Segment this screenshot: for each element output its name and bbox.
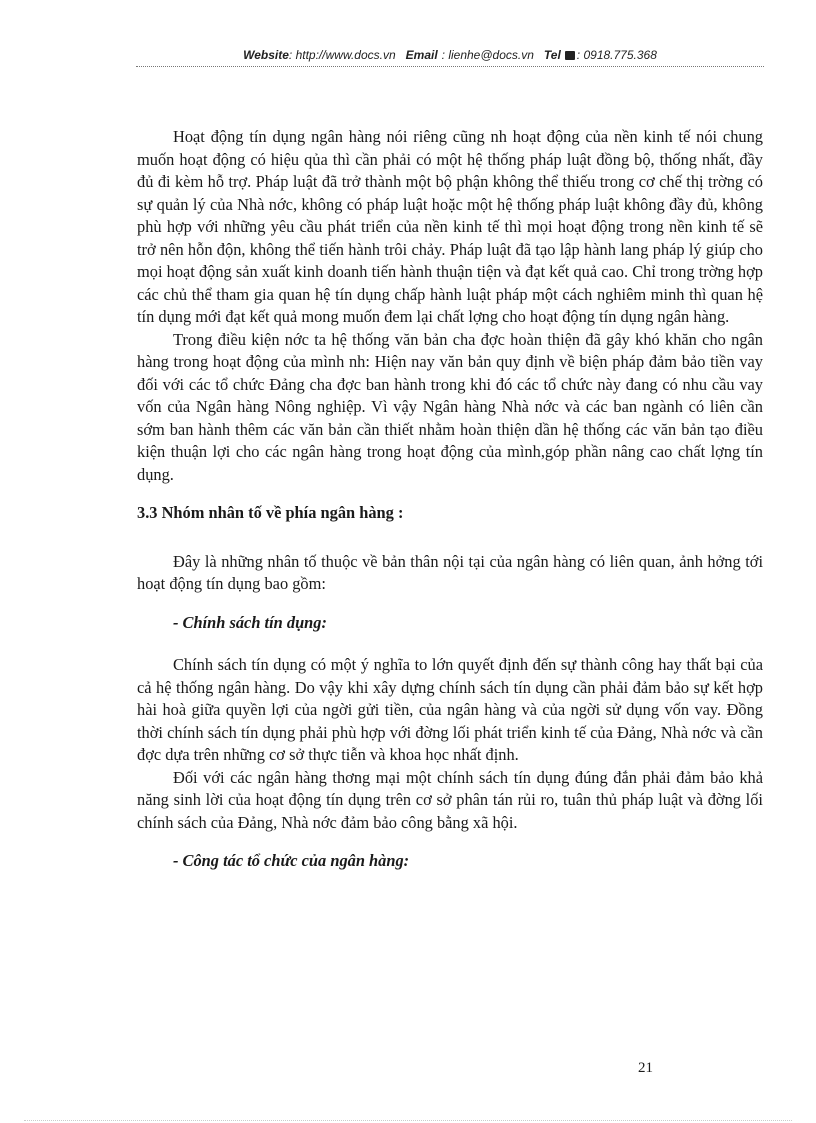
header-divider bbox=[136, 66, 764, 67]
website-value: : http://www.docs.vn bbox=[288, 48, 396, 62]
paragraph-2: Trong điều kiện nớc ta hệ thống văn bản cha đợc hoàn thiện đã gây khó khăn cho ngân hàng trong hoạt động của mình nh: Hiện nay văn bản quy định về biện pháp đảm bảo tiền vay đối với các tổ chức Đảng cha đợc ban hành trong khi đó các tổ chức này đang có nhu cầu vay vốn của Ngân hàng Nông nghiệp. Vì vậy Ngân hàng Nhà nớc và các ban ngành có liên cần sớm ban hành thêm các văn bản cần thiết nhằm hoàn thiện dần hệ thống các văn bản tạo điều kiện thuận lợi cho các ngân hàng trong hoạt động của mình,góp phần nâng cao chất lợng tín dụng. bbox=[137, 329, 763, 484]
subheading-credit-policy: - Chính sách tín dụng: bbox=[173, 612, 327, 632]
website-label: Website bbox=[243, 48, 289, 62]
subheading-organization: - Công tác tổ chức của ngân hàng: bbox=[173, 851, 410, 870]
email-label: Email bbox=[405, 48, 438, 62]
phone-icon bbox=[565, 51, 575, 60]
email-value: : lienhe@docs.vn bbox=[441, 48, 534, 62]
paragraph-4: Chính sách tín dụng có một ý nghĩa to lớn quyết định đến sự thành công hay thất bại của cả hệ thống ngân hàng. Do vậy khi xây dựng chính sách tín dụng cần phải đảm bảo sự kết hợp hài hoà giữa quyền lợi của ngời gửi tiền, của ngân hàng và của ngời sử dụng vốn vay. Đồng thời chính sách tín dụng phải phù hợp với đờng lối phát triển kinh tế của Đảng, Nhà nớc và cần đợc dựa trên những cơ sở thực tiễn và khoa học nhất định. bbox=[137, 655, 763, 764]
page-header bbox=[136, 48, 764, 62]
paragraph-3: Đây là những nhân tố thuộc về bản thân nội tại của ngân hàng có liên quan, ảnh hởng tới hoạt động tín dụng bao gồm: bbox=[137, 551, 763, 593]
document-body bbox=[137, 126, 763, 893]
section-heading: 3.3 Nhóm nhân tố về phía ngân hàng : bbox=[137, 503, 404, 522]
paragraph-1: Hoạt động tín dụng ngân hàng nói riêng cũng nh hoạt động của nền kinh tế nói chung muốn hoạt động có hiệu qủa thì cần phải có một hệ thống pháp luật đồng bộ, thống nhất, đầy đủ đi kèm hỗ trợ. Pháp luật đã trở thành một bộ phận không thể thiếu trong cơ chế thị trờng có sự quản lý của Nhà nớc, không có pháp luật hoặc một hệ thống pháp luật không đầy đủ, không phù hợp với những yêu cầu phát triển của nền kinh tế thì mọi hoạt động trong nền kinh tế sẽ trở nên hỗn độn, không thể tiến hành trôi chảy. Pháp luật đã tạo lập hành lang pháp lý giúp cho mọi hoạt động sản xuất kinh doanh tiến hành thuận tiện và đạt kết quả cao. Chỉ trong trờng hợp các chủ thể tham gia quan hệ tín dụng chấp hành luật pháp một cách nghiêm minh thì quan hệ tín dụng mới đạt kết quả mong muốn đem lại chất lợng cho hoạt động tín dụng ngân hàng. bbox=[137, 127, 763, 326]
tel-value: : 0918.775.368 bbox=[576, 48, 657, 62]
paragraph-5: Đối với các ngân hàng thơng mại một chính sách tín dụng đúng đắn phải đảm bảo khả năng sinh lời của hoạt động tín dụng trên cơ sở phân tán rủi ro, tuân thủ pháp luật và đờng lối chính sách của Đảng, Nhà nớc đảm bảo công bằng xã hội. bbox=[137, 767, 763, 832]
footer-divider bbox=[24, 1120, 792, 1121]
tel-label: Tel bbox=[543, 48, 561, 62]
page-number: 21 bbox=[638, 1060, 653, 1076]
